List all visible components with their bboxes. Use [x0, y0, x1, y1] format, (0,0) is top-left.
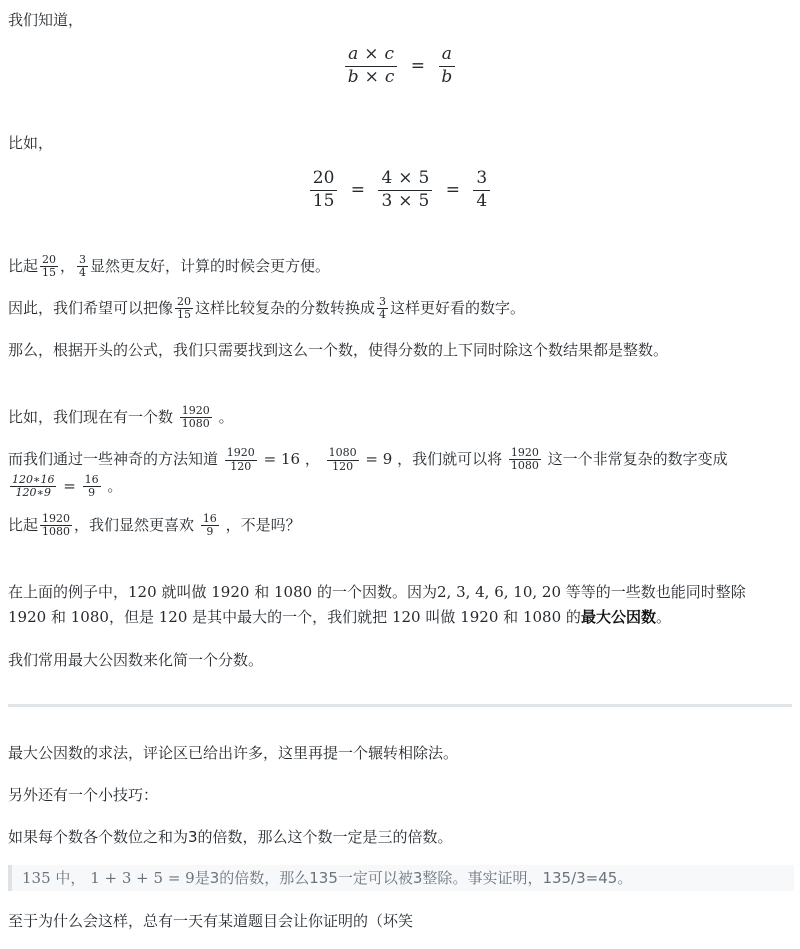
denominator: 1080	[42, 525, 71, 539]
denominator: 1080	[181, 417, 210, 431]
numerator: 16	[84, 473, 99, 486]
number: 1920	[8, 608, 47, 626]
text: ，不是吗？	[225, 516, 301, 535]
paragraph-intro: 我们知道，	[8, 11, 84, 29]
equals-sign: =	[410, 55, 426, 76]
numerator: 3	[79, 253, 87, 266]
text: 。	[107, 476, 123, 495]
equals-sign: =	[263, 450, 277, 468]
fraction-20-15	[310, 168, 338, 212]
var-c: c	[384, 44, 394, 64]
fraction	[225, 447, 257, 472]
text: 是其中最大的一个，我们就把	[192, 608, 388, 626]
denominator: 4	[379, 308, 387, 322]
number: 120	[158, 608, 188, 626]
denominator: 120	[332, 459, 354, 473]
numerator: 3	[379, 295, 387, 308]
times-sign: ×	[398, 168, 413, 188]
var-c: c	[384, 66, 395, 87]
text: 的一个因数。因为	[316, 583, 437, 601]
fraction-ac-bc	[345, 44, 398, 88]
fraction-1920-1080	[40, 513, 72, 538]
text: 比起	[8, 257, 39, 276]
factor: 4	[381, 168, 393, 188]
equation-example	[0, 168, 800, 212]
number: 1920	[460, 608, 499, 626]
fraction	[327, 447, 359, 472]
paragraph-digit-sum-rule: 如果每个数各个数位之和为3的倍数，那么这个数一定是三的倍数。	[8, 828, 453, 846]
equals-sign: =	[365, 450, 378, 468]
text: 这一个非常复杂的数字变成	[547, 450, 728, 468]
var-b: b	[441, 66, 453, 87]
fraction-20-15	[175, 296, 193, 321]
paragraph-formula: 那么，根据开头的公式，我们只需要找到这么一个数，使得分数的上下同时除这个数结果都是整数。	[8, 341, 669, 359]
var-a: a	[348, 44, 359, 64]
times-sign: ×	[364, 66, 379, 87]
denominator: 9	[88, 486, 96, 500]
denominator: 15	[177, 308, 192, 322]
number: 1080	[70, 608, 109, 626]
text: 比如，我们现在有一个数	[8, 408, 174, 427]
paragraph-simplify: 我们常用最大公因数来化简一个分数。	[8, 651, 264, 669]
number: 120	[391, 608, 421, 626]
equals-sign: =	[350, 179, 366, 200]
denominator: 120	[230, 459, 252, 473]
equation-1080-120	[325, 446, 393, 473]
text: 在上面的例子中，	[8, 583, 129, 601]
paragraph-example: 比如，	[8, 134, 54, 152]
paragraph-gcd-method: 最大公因数的求法，评论区已给出许多，这里再提一个辗转相除法。	[8, 744, 459, 762]
equals-sign: =	[63, 476, 76, 495]
factor: 5	[418, 190, 430, 211]
denominator: 9	[206, 525, 214, 539]
result: 9	[382, 450, 393, 468]
fraction	[10, 474, 56, 499]
text: ，我们就可以将	[397, 450, 503, 468]
number: 1080	[274, 583, 313, 601]
paragraph-gcd-definition	[8, 580, 798, 630]
numerator: 1920	[42, 512, 71, 525]
numerator: 1920	[226, 446, 255, 460]
text: ，我们显然更喜欢	[74, 516, 195, 535]
text: 是3的倍数，那么135一定可以被3整除。事实证明，135/3=45。	[194, 869, 633, 887]
numerator: 20	[310, 168, 338, 191]
text: 。	[218, 408, 234, 427]
fraction-3-4	[473, 168, 490, 212]
fraction-1920-1080	[509, 447, 541, 472]
text: ，但是	[108, 608, 154, 626]
factor: 5	[418, 168, 430, 188]
denominator: 4	[79, 266, 87, 280]
text: 因此，我们希望可以把像	[8, 299, 174, 318]
fraction-3-4	[77, 254, 88, 279]
text: 显然更友好，计算的时候会更方便。	[90, 257, 331, 276]
numerator: 3	[473, 168, 490, 191]
denominator: 1080	[510, 459, 539, 472]
fraction-a-b	[438, 44, 455, 88]
equation-1920-120	[223, 446, 301, 473]
fraction-20-15	[40, 254, 58, 279]
text: 的	[565, 608, 581, 626]
equation-identity	[0, 44, 800, 88]
times-sign: ×	[398, 190, 413, 211]
paragraph-closing: 至于为什么会这样，总有一天有某道题目会让你证明的（坏笑	[8, 912, 414, 930]
numerator: 20	[42, 253, 57, 266]
paragraph-tip: 另外还有一个小技巧：	[8, 786, 159, 804]
number: 120	[128, 583, 157, 601]
text: ，	[304, 450, 320, 468]
denominator: 15	[42, 266, 57, 280]
text: 等等的一些数也能同时整除	[565, 583, 746, 601]
number: 1920	[211, 583, 250, 601]
factor: 3	[381, 190, 393, 211]
equation-simplified	[8, 473, 103, 500]
number-list: 2, 3, 4, 6, 10, 20	[436, 583, 562, 601]
equals-sign: =	[445, 179, 461, 200]
paragraph-compare	[8, 254, 330, 279]
fraction-16-9	[201, 513, 219, 538]
times-sign: ×	[364, 44, 379, 64]
numerator: 16	[202, 512, 217, 525]
text: 比起	[8, 516, 39, 535]
text: 和	[50, 608, 66, 626]
number: 135	[22, 869, 51, 887]
blockquote-example	[8, 865, 794, 891]
gcd-term: 最大公因数	[580, 608, 656, 626]
text: 而我们通过一些神奇的方法知道	[8, 450, 219, 468]
paragraph-magic-method	[8, 446, 798, 499]
paragraph-therefore	[8, 296, 525, 321]
text: 就叫做	[161, 583, 207, 601]
fraction-3-4	[377, 296, 388, 321]
text: ，	[60, 257, 76, 276]
denominator: 4	[476, 190, 488, 211]
var-a: a	[439, 44, 455, 67]
paragraph-example-number	[8, 405, 234, 430]
numerator: 1920	[181, 404, 210, 417]
text: 这样比较复杂的分数转换成	[195, 299, 376, 318]
denominator: 15	[312, 190, 335, 211]
text: 中，	[55, 869, 86, 887]
text: 和	[503, 608, 519, 626]
var-b: b	[347, 66, 359, 87]
fraction-4x5-3x5	[378, 168, 432, 212]
numerator: 120∗16	[12, 473, 55, 486]
number: 1080	[522, 608, 562, 626]
text: 这样更好看的数字。	[390, 299, 526, 318]
numerator: 1920	[510, 445, 539, 459]
text: 。	[655, 608, 671, 626]
horizontal-rule	[8, 704, 792, 707]
text: 叫做	[425, 608, 456, 626]
paragraph-prefer	[8, 513, 301, 538]
fraction-1920-1080	[180, 405, 212, 430]
text: 和	[254, 583, 270, 601]
fraction	[83, 474, 101, 499]
denominator: 120∗9	[15, 486, 51, 500]
math-expression: 1 + 3 + 5 = 9	[90, 869, 195, 887]
numerator: 1080	[328, 446, 357, 460]
numerator: 20	[177, 295, 192, 308]
result: 16	[280, 450, 301, 468]
